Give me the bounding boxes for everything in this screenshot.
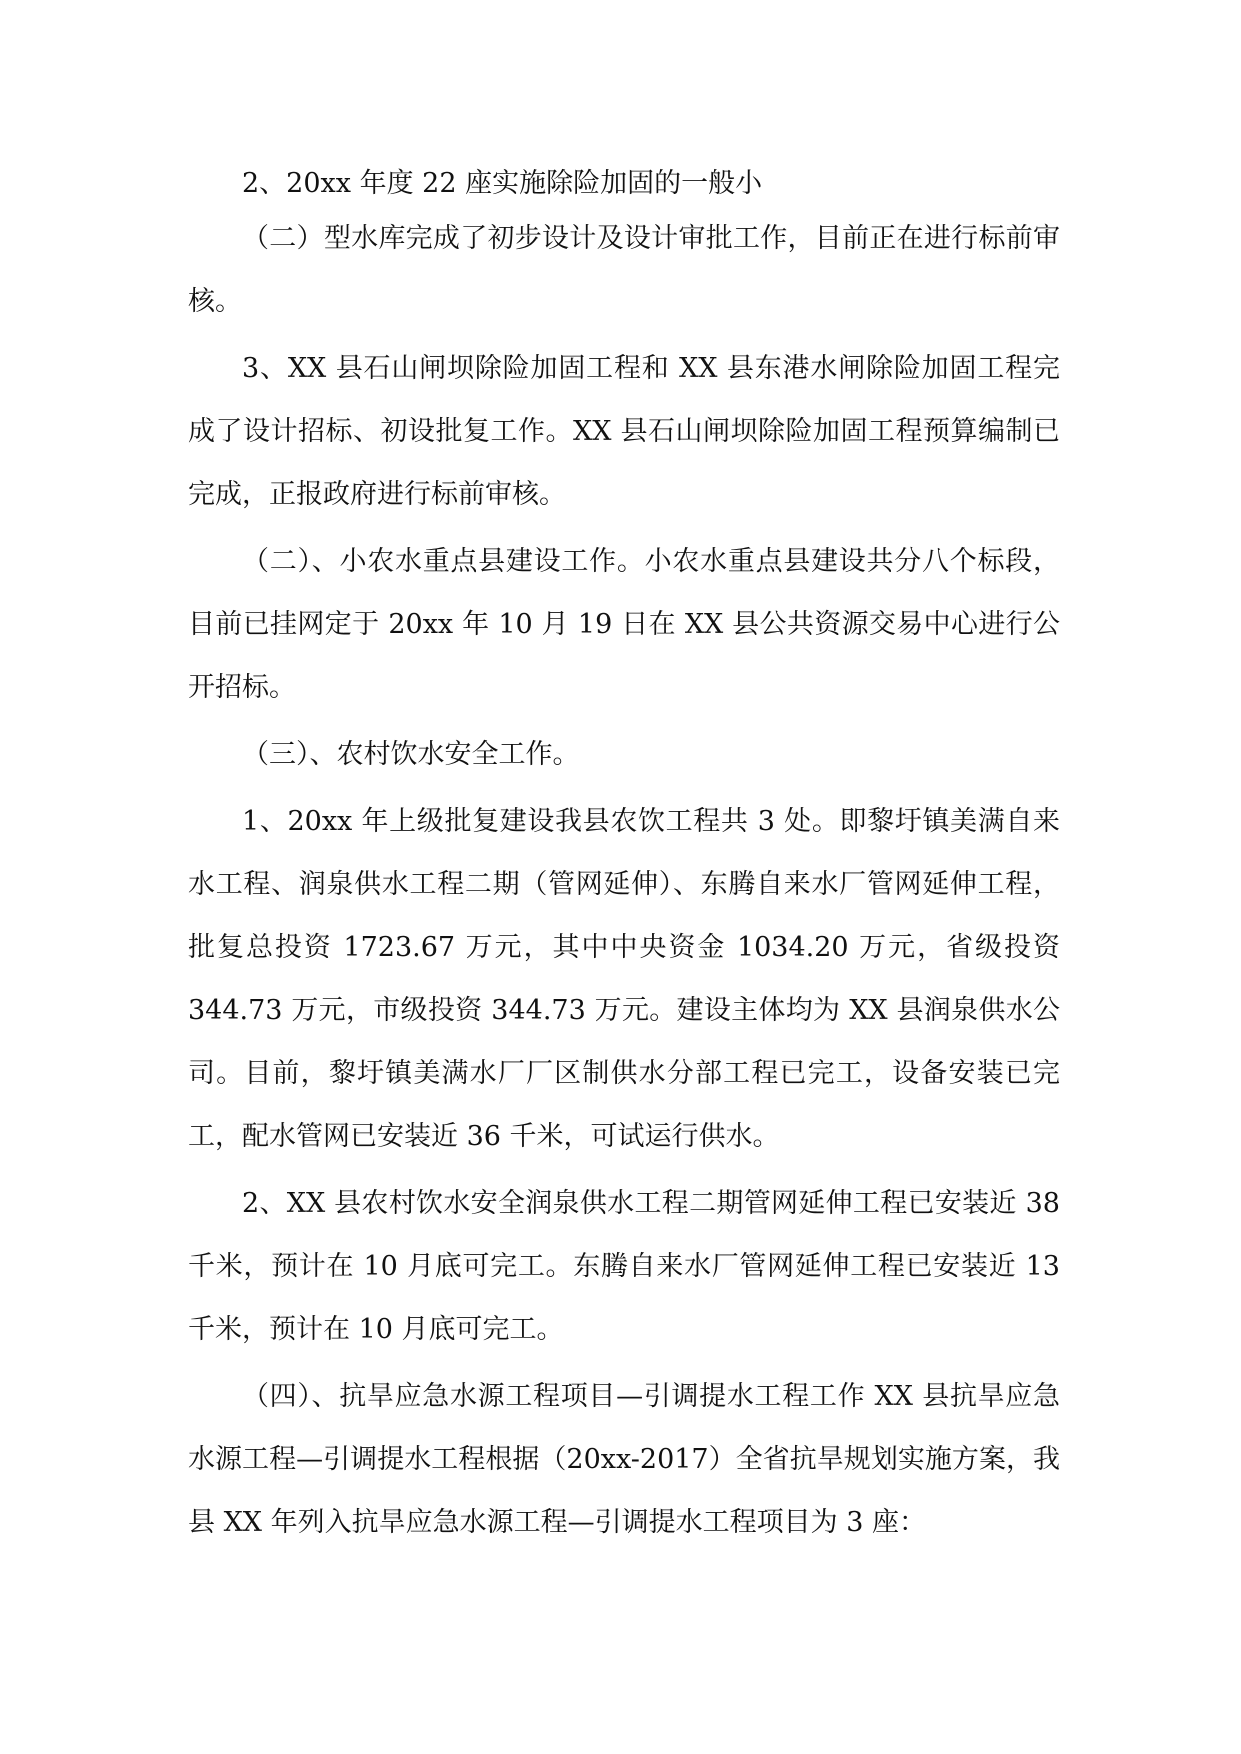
document-body [188,152,1060,1554]
paragraph-2: （二）型水库完成了初步设计及设计审批工作，目前正在进行标前审核。 [188,223,1060,317]
paragraph-3: 3、XX 县石山闸坝除险加固工程和 XX 县东港水闸除险加固工程完成了设计招标、初设批复工作。XX 县石山闸坝除险加固工程预算编制已完成，正报政府进行标前审核。 [188,353,1060,510]
paragraph-7: 2、XX 县农村饮水安全润泉供水工程二期管网延伸工程已安装近 38 千米，预计在 10 月底可完工。东腾自来水厂管网延伸工程已安装近 13 千米，预计在 10 月底可完工。 [188,1188,1060,1345]
paragraph-8: （四）、抗旱应急水源工程项目—引调提水工程工作 XX 县抗旱应急水源工程—引调提水工程根据（20xx-2017）全省抗旱规划实施方案，我县 XX 年列入抗旱应急水源工程—引调提水工程项目为 3 座： [188,1381,1060,1538]
paragraph-4: （二）、小农水重点县建设工作。小农水重点县建设共分八个标段，目前已挂网定于 20xx 年 10 月 19 日在 XX 县公共资源交易中心进行公开招标。 [188,546,1060,703]
paragraph-1: 2、20xx 年度 22 座实施除险加固的一般小 [242,168,763,199]
paragraph-6: 1、20xx 年上级批复建设我县农饮工程共 3 处。即黎圩镇美满自来水工程、润泉供水工程二期（管网延伸）、东腾自来水厂管网延伸工程，批复总投资 1723.67 万元，其中中央资金 1034.20 万元，省级投资 344.73 万元，市级投资 344.73 万元。建设主体均为 XX 县润泉供水公司。目前，黎圩镇美满水厂厂区制供水分部工程已完工，设备安装已完工，配水管网已安装近 36 千米，可试运行供水。 [188,806,1060,1152]
paragraph-5: （三）、农村饮水安全工作。 [242,739,580,770]
